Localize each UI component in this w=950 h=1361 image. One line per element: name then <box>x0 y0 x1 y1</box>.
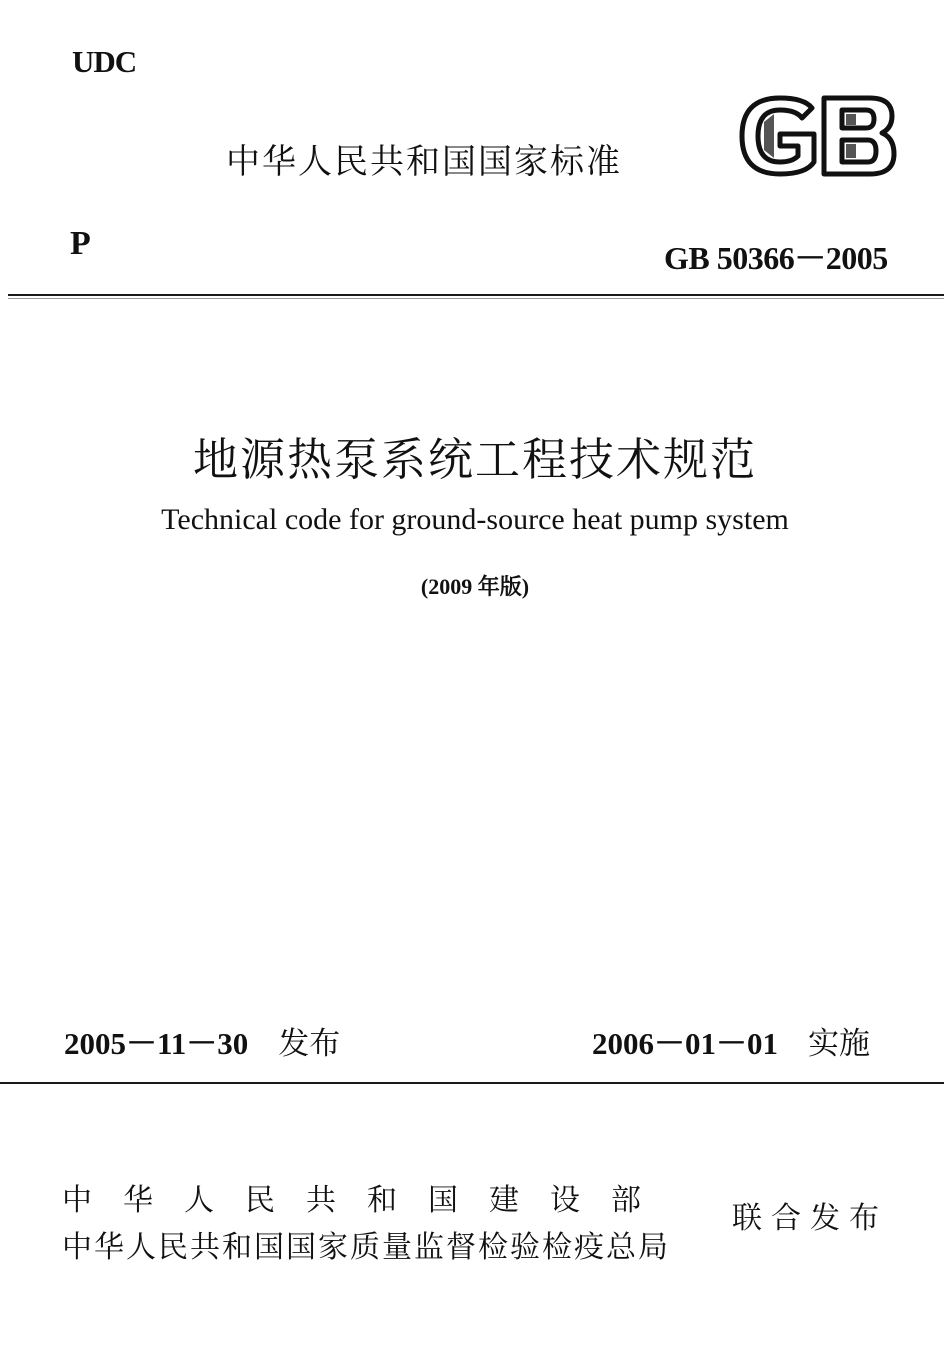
issuer-ministry: 中华人民共和国建设部 <box>62 1183 672 1218</box>
gb-logo-g-shape <box>742 98 814 174</box>
joint-release-label: 联合发布 <box>732 1201 888 1236</box>
gb-logo-b-shape <box>824 98 894 174</box>
publish-date-row <box>64 1018 340 1063</box>
publish-label: 发布 <box>278 1026 341 1062</box>
gb-logo <box>734 92 900 180</box>
effective-date: 2006－01－01 <box>592 1026 778 1061</box>
title-chinese: 地源热泵系统工程技术规范 <box>192 433 757 486</box>
standard-number: GB 50366－2005 <box>664 240 888 276</box>
udc-label: UDC <box>72 44 137 79</box>
effective-date-row <box>592 1018 870 1063</box>
edition-label: (2009 年版) <box>420 574 530 599</box>
header-divider <box>8 294 944 296</box>
effective-label: 实施 <box>808 1026 870 1062</box>
national-standard-heading: 中华人民共和国国家标准 <box>226 142 622 182</box>
publish-date: 2005－11－30 <box>64 1026 249 1061</box>
header-divider-thin <box>8 298 944 299</box>
title-english: Technical code for ground-source heat pump system <box>161 503 789 536</box>
issuer-aqsiq: 中华人民共和国国家质量监督检验检疫总局 <box>62 1230 670 1265</box>
footer-divider <box>0 1082 944 1084</box>
classification-code: P <box>70 225 91 262</box>
